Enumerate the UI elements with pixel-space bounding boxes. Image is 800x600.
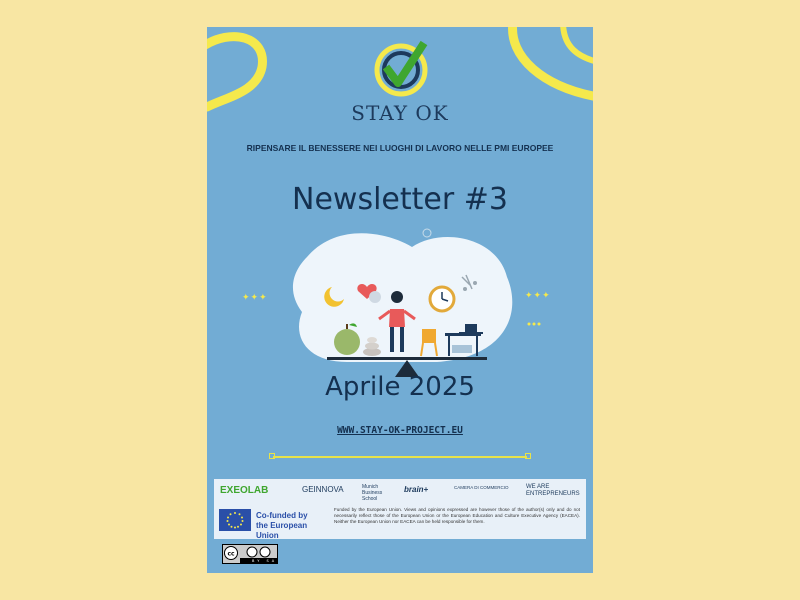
partner-logos <box>214 481 586 505</box>
newsletter-date: Aprile 2025 <box>325 372 475 402</box>
project-subtitle: RIPENSARE IL BENESSERE NEI LUOGHI DI LAVORO NELLE PMI EUROPEE <box>246 143 554 153</box>
sparkle-icon: ✦✦✦ <box>525 291 551 301</box>
brand-title: STAY OK <box>351 101 449 125</box>
license-label: BY SA <box>252 559 278 563</box>
funding-disclaimer: Funded by the European Union. Views and opinions expressed are however those of the author(s) only and do not necessarily reflect those of the European Union or the European Education and Culture Executive Agency (EACEA). Neither the European Union nor EACEA can be held responsible for them. <box>334 507 580 525</box>
eu-label-line1: Co-funded by <box>256 511 308 520</box>
partner-logo-brain: brain+ <box>404 485 429 494</box>
work-life-balance-illustration <box>237 217 567 377</box>
partner-logo-camera-di-commercio: CAMERA DI COMMERCIO <box>454 485 509 490</box>
checkmark-logo-icon <box>370 39 432 97</box>
partner-logo-we-are-entrepreneurs: WE ARE ENTREPRENEURS <box>526 484 580 497</box>
eu-label-line2: the European Union <box>256 521 308 540</box>
partner-logo-munich-business-school: Munich Business School <box>362 484 383 502</box>
svg-text:cc: cc <box>227 550 235 558</box>
newsletter-cover <box>207 27 593 573</box>
eu-flag-icon <box>219 509 251 531</box>
partner-logo-geinnova: GEINNOVA <box>302 485 344 494</box>
decorative-divider <box>269 452 531 462</box>
clock-icon <box>430 287 454 311</box>
newsletter-issue: Newsletter #3 <box>292 182 508 217</box>
sparkle-icon: ✦✦✦ <box>242 293 268 303</box>
partner-logo-exeolab: EXEOLAB <box>220 485 269 496</box>
website-link[interactable]: WWW.STAY-OK-PROJECT.EU <box>337 425 463 436</box>
eu-cofunded-label <box>256 511 328 541</box>
partners-footer <box>214 479 586 539</box>
